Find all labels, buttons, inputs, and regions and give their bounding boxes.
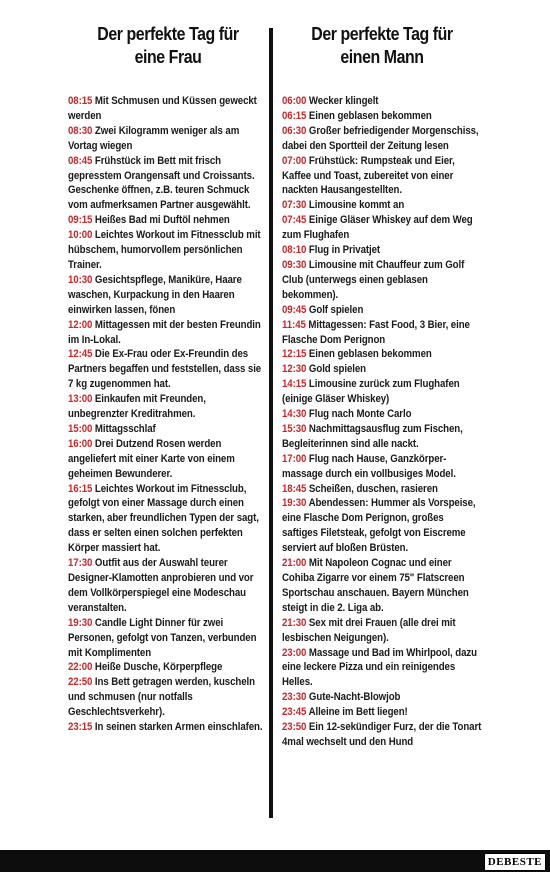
right-schedule-list bbox=[282, 94, 482, 750]
entry-text: Frühstück: Rumpsteak und Eier, Kaffee und Toast, zubereitet von einer nackten Hausangestellten. bbox=[282, 154, 455, 197]
schedule-entry bbox=[282, 258, 482, 303]
entry-text: Ein 12-sekündiger Furz, der die Tonart 4mal wechselt und den Hund bbox=[282, 721, 482, 748]
schedule-entry bbox=[282, 109, 482, 124]
entry-time: 16:15 bbox=[68, 482, 93, 495]
entry-time: 19:30 bbox=[68, 616, 93, 629]
entry-text: Flug in Privatjet bbox=[306, 244, 381, 257]
entry-time: 22:00 bbox=[68, 661, 93, 674]
entry-time: 19:30 bbox=[282, 497, 307, 510]
entry-text: Gute-Nacht-Blowjob bbox=[306, 691, 401, 704]
schedule-entry bbox=[68, 228, 268, 273]
schedule-entry bbox=[282, 407, 482, 422]
entry-text: Leichtes Workout im Fitnessclub, gefolgt von einer Massage durch einen starken, aber freundlichen Typen der sagt, dass er selten einen solchen perfekten Körper massiert hat. bbox=[68, 482, 259, 555]
left-title-line2: eine Frau bbox=[134, 46, 202, 67]
schedule-entry bbox=[282, 496, 482, 556]
schedule-entry bbox=[68, 273, 268, 318]
entry-text: Einige Gläser Whiskey auf dem Weg zum Flughafen bbox=[282, 214, 473, 242]
schedule-entry bbox=[282, 422, 482, 452]
schedule-entry bbox=[68, 124, 268, 154]
left-column-title bbox=[65, 22, 271, 68]
entry-text: Einen geblasen bekommen bbox=[306, 348, 432, 361]
schedule-entry bbox=[68, 318, 268, 348]
entry-time: 14:30 bbox=[282, 408, 307, 421]
entry-text: Golf spielen bbox=[306, 303, 364, 316]
schedule-entry bbox=[68, 675, 268, 720]
left-title-line1: Der perfekte Tag für bbox=[97, 23, 239, 44]
schedule-entry bbox=[282, 94, 482, 109]
schedule-entry bbox=[282, 124, 482, 154]
entry-time: 07:00 bbox=[282, 154, 307, 167]
entry-text: Scheißen, duschen, rasieren bbox=[306, 482, 438, 495]
entry-time: 09:45 bbox=[282, 303, 307, 316]
entry-text: Massage und Bad im Whirlpool, dazu eine leckere Pizza und ein reinigendes Helles. bbox=[282, 646, 477, 689]
entry-time: 06:30 bbox=[282, 124, 307, 137]
schedule-entry bbox=[282, 318, 482, 348]
entry-text: Wecker klingelt bbox=[306, 95, 379, 107]
schedule-entry bbox=[68, 392, 268, 422]
entry-time: 15:00 bbox=[68, 422, 93, 435]
entry-time: 08:45 bbox=[68, 154, 93, 167]
entry-text: Flug nach Monte Carlo bbox=[306, 408, 412, 421]
entry-time: 17:00 bbox=[282, 452, 307, 465]
entry-time: 10:30 bbox=[68, 273, 93, 286]
schedule-entry bbox=[68, 213, 268, 228]
entry-time: 18:45 bbox=[282, 482, 307, 495]
entry-text: Mittagessen: Fast Food, 3 Bier, eine Flasche Dom Perignon bbox=[282, 318, 470, 346]
schedule-entry bbox=[282, 377, 482, 407]
entry-time: 07:45 bbox=[282, 214, 307, 227]
entry-time: 07:30 bbox=[282, 199, 307, 212]
entry-time: 10:00 bbox=[68, 229, 93, 242]
entry-time: 12:00 bbox=[68, 318, 93, 331]
entry-text: Zwei Kilogramm weniger als am Vortag wiegen bbox=[68, 124, 240, 152]
entry-time: 23:00 bbox=[282, 646, 307, 659]
entry-text: Gesichtspflege, Maniküre, Haare waschen, Kurpackung in den Haaren einwirken lassen, fönen bbox=[68, 273, 242, 316]
schedule-entry bbox=[282, 705, 482, 720]
entry-time: 08:15 bbox=[68, 95, 93, 107]
entry-text: Drei Dutzend Rosen werden angeliefert mit einer Karte von einem geheimen Bewunderer. bbox=[68, 437, 235, 480]
schedule-entry bbox=[282, 362, 482, 377]
entry-text: Nachmittagsausflug zum Fischen, Begleiterinnen sind alle nackt. bbox=[282, 422, 463, 450]
entry-time: 17:30 bbox=[68, 557, 93, 570]
schedule-entry bbox=[282, 452, 482, 482]
entry-text: Outfit aus der Auswahl teurer Designer-Klamotten anprobieren und vor dem Vollkörperspiegel eine Modeschau veranstalten. bbox=[68, 557, 254, 614]
entry-text: Ins Bett getragen werden, kuscheln und schmusen (nur notfalls Geschlechtsverkehr). bbox=[68, 676, 255, 719]
entry-text: Candle Light Dinner für zwei Personen, gefolgt von Tanzen, verbunden mit Komplimenten bbox=[68, 616, 257, 659]
entry-time: 23:50 bbox=[282, 721, 307, 734]
column-divider bbox=[269, 28, 273, 818]
entry-text: Abendessen: Hummer als Vorspeise, eine Flasche Dom Perignon, großes saftiges Filetsteak, gefolgt von Eiscreme serviert auf bloßen Brüsten. bbox=[282, 497, 476, 555]
schedule-entry bbox=[282, 690, 482, 705]
entry-time: 12:45 bbox=[68, 348, 93, 361]
entry-text: Leichtes Workout im Fitnessclub mit hübschem, humorvollem persönlichen Trainer. bbox=[68, 229, 261, 271]
entry-text: Gold spielen bbox=[306, 363, 366, 376]
schedule-entry bbox=[282, 720, 482, 750]
schedule-entry bbox=[68, 154, 268, 214]
left-schedule-list bbox=[68, 94, 268, 735]
entry-time: 23:45 bbox=[282, 706, 307, 719]
entry-text: Mit Napoleon Cognac und einer Cohiba Zigarre vor einem 75" Flatscreen Sportschau anschauen. Bayern München steigt in die 2. Liga ab. bbox=[282, 557, 469, 614]
schedule-entry bbox=[68, 347, 268, 392]
right-column-title bbox=[279, 22, 485, 68]
entry-text: Heißes Bad mi Duftöl nehmen bbox=[92, 214, 230, 227]
entry-text: Limousine mit Chauffeur zum Golf Club (unterwegs einen geblasen bekommen). bbox=[282, 258, 465, 301]
schedule-entry bbox=[68, 556, 268, 616]
right-title-line1: Der perfekte Tag für bbox=[311, 23, 453, 44]
entry-time: 09:15 bbox=[68, 214, 93, 227]
entry-time: 08:30 bbox=[68, 124, 93, 137]
schedule-entry bbox=[282, 154, 482, 199]
entry-text: Mittagessen mit der besten Freundin im In-Lokal. bbox=[68, 318, 261, 346]
entry-text: Einen geblasen bekommen bbox=[306, 109, 432, 122]
entry-text: Sex mit drei Frauen (alle drei mit lesbischen Neigungen). bbox=[282, 616, 456, 644]
entry-time: 21:30 bbox=[282, 616, 307, 629]
entry-time: 21:00 bbox=[282, 557, 307, 570]
entry-time: 12:15 bbox=[282, 348, 307, 361]
entry-text: Mittagsschlaf bbox=[92, 422, 156, 435]
entry-text: Mit Schmusen und Küssen geweckt werden bbox=[68, 95, 257, 122]
schedule-entry bbox=[68, 422, 268, 437]
entry-time: 23:30 bbox=[282, 691, 307, 704]
entry-text: Limousine zurück zum Flughafen (einige Gläser Whiskey) bbox=[282, 378, 460, 406]
entry-time: 08:10 bbox=[282, 244, 307, 257]
entry-time: 06:00 bbox=[282, 95, 307, 107]
entry-time: 06:15 bbox=[282, 109, 307, 122]
entry-text: Einkaufen mit Freunden, unbegrenzter Kreditrahmen. bbox=[68, 393, 206, 421]
footer-bar bbox=[0, 850, 550, 872]
schedule-entry bbox=[68, 437, 268, 482]
schedule-entry bbox=[282, 646, 482, 691]
entry-text: In seinen starken Armen einschlafen. bbox=[92, 721, 263, 734]
schedule-entry bbox=[282, 198, 482, 213]
debeste-logo[interactable]: DEBESTE bbox=[484, 853, 546, 871]
entry-time: 11:45 bbox=[282, 318, 306, 331]
entry-text: Frühstück im Bett mit frisch gepresstem Orangensaft und Croissants. Geschenke öffnen, z.B. teuren Schmuck vom aufmerksamen Partner ausgewählt. bbox=[68, 154, 255, 212]
entry-text: Heiße Dusche, Körperpflege bbox=[92, 661, 223, 674]
schedule-entry bbox=[68, 482, 268, 557]
entry-time: 16:00 bbox=[68, 437, 93, 450]
schedule-entry bbox=[68, 720, 268, 735]
schedule-entry bbox=[282, 243, 482, 258]
entry-time: 15:30 bbox=[282, 422, 307, 435]
schedule-entry bbox=[282, 303, 482, 318]
entry-text: Die Ex-Frau oder Ex-Freundin des Partners begaffen und feststellen, dass sie 7 kg zugenommen hat. bbox=[68, 348, 262, 391]
entry-time: 22:50 bbox=[68, 676, 93, 689]
entry-time: 09:30 bbox=[282, 258, 307, 271]
schedule-entry bbox=[68, 94, 268, 124]
schedule-entry bbox=[68, 616, 268, 661]
schedule-entry bbox=[68, 660, 268, 675]
entry-text: Alleine im Bett liegen! bbox=[306, 706, 408, 719]
right-title-line2: einen Mann bbox=[340, 46, 424, 67]
entry-time: 13:00 bbox=[68, 393, 93, 406]
entry-text: Limousine kommt an bbox=[306, 199, 405, 212]
schedule-entry bbox=[282, 213, 482, 243]
schedule-entry bbox=[282, 347, 482, 362]
entry-time: 14:15 bbox=[282, 378, 307, 391]
schedule-entry bbox=[282, 616, 482, 646]
entry-text: Großer befriedigender Morgenschiss, dabei den Sportteil der Zeitung lesen bbox=[282, 124, 479, 152]
schedule-entry bbox=[282, 482, 482, 497]
entry-time: 23:15 bbox=[68, 721, 93, 734]
schedule-entry bbox=[282, 556, 482, 616]
entry-time: 12:30 bbox=[282, 363, 307, 376]
entry-text: Flug nach Hause, Ganzkörper-massage durch ein vollbusiges Model. bbox=[282, 452, 456, 480]
